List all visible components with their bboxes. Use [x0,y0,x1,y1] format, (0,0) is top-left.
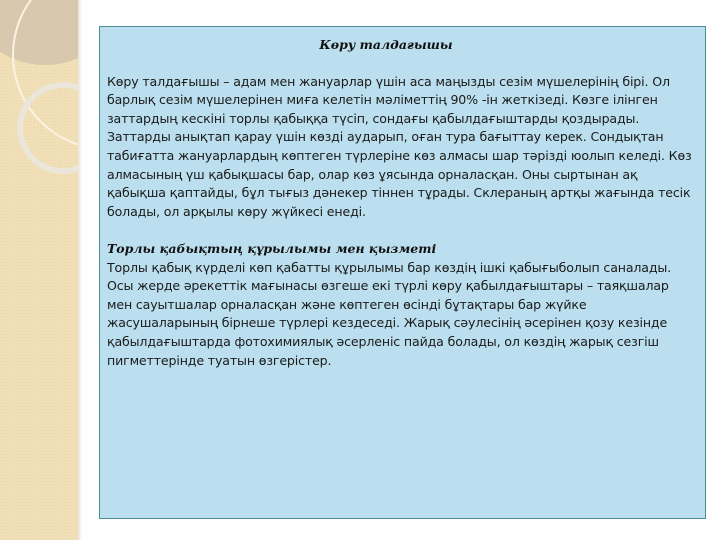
slide-title: Көру талдағышы [319,37,453,52]
spacer [107,54,695,73]
section-paragraph: Торлы қабық күрделі көп қабатты құрылымы бар көздің ішкі қабығыболып саналады. Осы жерде әрекеттік мағынасы өзгеше екі түрлі көру қабылдағыштары – таяқшалар мен сауытшалар орналасқан және көптеген өсінді бұтақтары бар жүйке жасушаларының бірнеше түрлері кездеседі. Жарық сәулесінің әсерінен қозу кезінде қабылдағыштарда фотохимиялық әсерленіс пайда болады, ол көздің жарық сезгіш пигметтерінде туатын өзгерістер. [107,259,672,368]
intro-paragraph: Көру талдағышы – адам мен жануарлар үшін аса маңызды сезім мүшелерінің бірі. Ол барлық сезім мүшелерінен миға келетін мәліметтің 90% -ін жеткізеді. Көзге ілінген заттардың кескіні торлы қабыққа түсіп, сондағы қабылдағыштарды қоздырады. Заттарды анықтап қарау үшін көзді аударып, оған тура бағыттау керек. Сондықтан табиғатта жануарлардың көптеген түрлеріне көз алмасы шар тәрізді юолып келеді. Көз алмасының үш қабықшасы бар, олар көз ұясында орналасқан. Оны сыртынан ақ қабықша қаптайды, бұл тығыз дәнекер тіннен тұрады. Склераның артқы жағында тесік болады, ол арқылы көру жүйкесі енеді. [107,73,692,219]
decorative-side-band [0,0,78,540]
section-heading: Торлы қабықтың құрылымы мен қызметі [107,240,437,256]
content-text-box [99,26,706,519]
spacer [107,221,695,240]
side-band-shadow [78,0,82,540]
